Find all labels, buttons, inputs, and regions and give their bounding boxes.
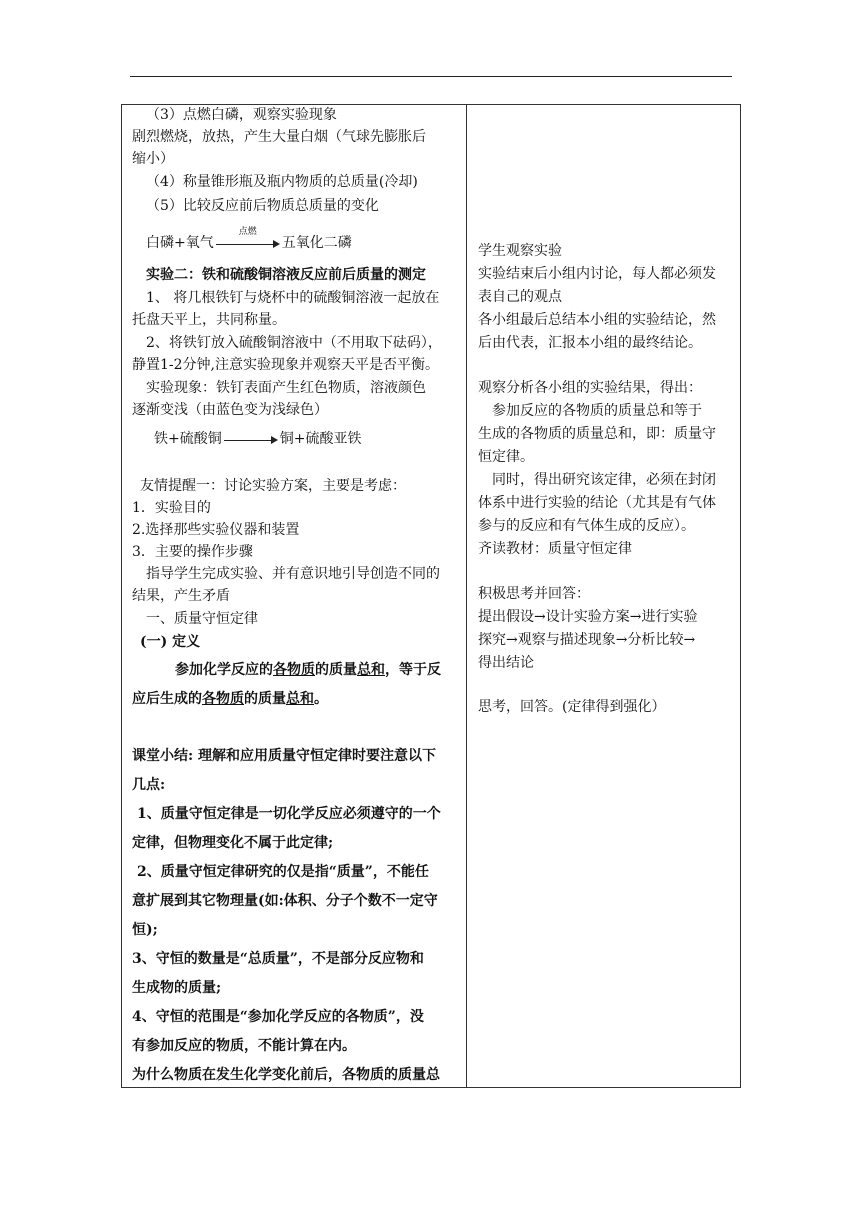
tip-item-3: 3．主要的操作步骤 [132, 544, 253, 560]
exp2-phenomenon-line2: 逐渐变浅（由蓝色变为浅绿色） [132, 402, 328, 418]
definition-emphasis: 各物质 [202, 691, 244, 707]
reaction-arrow-icon [216, 227, 280, 251]
definition-text: 应后生成的 [132, 691, 202, 707]
definition-line-1 [175, 660, 441, 680]
definition-heading: (一) 定义 [140, 634, 201, 650]
tip-item-2: 2.选择那些实验仪器和装置 [132, 522, 300, 538]
reaction-arrow-icon [224, 431, 278, 447]
think-answer-heading: 积极思考并回答： [478, 586, 590, 602]
process-line-2: 探究→观察与描述现象→分析比较→ [478, 632, 696, 648]
analysis-heading: 观察分析各小组的实验结果，得出： [478, 380, 702, 396]
definition-text: 的质量 [315, 662, 357, 678]
activity-discuss-line-2: 表自己的观点 [478, 289, 562, 305]
conclusion-line-3: 恒定律。 [478, 449, 534, 465]
closed-system-line-1: 同时，得出研究该定律，必须在封闭 [492, 472, 716, 488]
equation-phosphorus [146, 227, 352, 253]
step-3-text: （3）点燃白磷，观察实验现象 [146, 107, 337, 123]
point-3-line-1: 3、守恒的数量是“总质量”，不是部分反应物和 [132, 951, 424, 967]
definition-text: 参加化学反应的 [175, 662, 273, 678]
guide-line-2: 结果，产生矛盾 [132, 588, 230, 604]
exp2-step2-line1: 2、将铁钉放入硫酸铜溶液中（不用取下砝码）， [146, 335, 442, 351]
definition-emphasis: 总和 [357, 662, 385, 678]
point-4-line-2: 有参加反应的物质，不能计算在内。 [132, 1038, 356, 1054]
conclusion-line-2: 生成的各物质的质量总和，即：质量守 [478, 426, 716, 442]
reinforce-note: 思考，回答。(定律得到强化） [478, 699, 666, 715]
activity-summarize-line-1: 各小组最后总结本小组的实验结论，然 [478, 312, 716, 328]
conclusion-line-1: 参加反应的各物质的质量总和等于 [492, 403, 702, 419]
activity-discuss-line-1: 实验结束后小组内讨论，每人都必须发 [478, 266, 716, 282]
activity-observe: 学生观察实验 [478, 243, 562, 259]
definition-line-2 [132, 689, 328, 709]
activity-summarize-line-2: 后由代表，汇报本小组的最终结论。 [478, 335, 702, 351]
equation-iron [154, 429, 361, 449]
step-4-text: （4）称量锥形瓶及瓶内物质的总质量(冷却) [146, 174, 418, 190]
definition-emphasis: 总和 [286, 691, 314, 707]
closed-system-line-2: 体系中进行实验的结论（尤其是有气体 [478, 495, 716, 511]
process-line-3: 得出结论 [478, 655, 534, 671]
closed-system-line-3: 参与的反应和有气体生成的反应）。 [478, 518, 695, 534]
equation-reactants: 铁+硫酸铜 [154, 431, 222, 447]
question-line: 为什么物质在发生化学变化前后，各物质的质量总 [132, 1067, 440, 1083]
point-4-line-1: 4、守恒的范围是“参加化学反应的各物质”，没 [132, 1009, 424, 1025]
column-divider [466, 104, 467, 1088]
equation-products: 铜+硫酸亚铁 [279, 431, 362, 447]
exp2-step2-line2: 静置1-2分钟,注意实验现象并观察天平是否平衡。 [132, 357, 439, 373]
definition-text: 。 [314, 691, 328, 707]
phenomenon-line-2: 缩小） [132, 151, 174, 167]
header-rule [130, 76, 732, 77]
process-line-1: 提出假设→设计实验方案→进行实验 [478, 609, 698, 625]
tip-heading: 友情提醒一：讨论实验方案，主要是考虑： [140, 478, 406, 494]
summary-line-1: 课堂小结: 理解和应用质量守恒定律时要注意以下 [132, 748, 437, 764]
point-1-line-2: 定律，但物理变化不属于此定律; [132, 835, 334, 851]
exp2-step1-line1: 1、 将几根铁钉与烧杯中的硫酸铜溶液一起放在 [146, 290, 440, 306]
step-5-text: （5）比较反应前后物质总质量的变化 [146, 198, 379, 214]
experiment-2-title: 实验二：铁和硫酸铜溶液反应前后质量的测定 [146, 267, 426, 283]
reaction-condition: 点燃 [238, 227, 257, 237]
phenomenon-line-1: 剧烈燃烧，放热，产生大量白烟（气球先膨胀后 [132, 129, 426, 145]
definition-text: ，等于反 [385, 662, 441, 678]
point-2-line-3: 恒); [132, 922, 158, 938]
equation-reactants: 白磷+氧气 [146, 235, 214, 251]
point-2-line-2: 意扩展到其它物理量(如:体积、分子个数不一定守 [132, 893, 438, 909]
guide-line-1: 指导学生完成实验、并有意识地引导创造不同的 [146, 566, 440, 582]
definition-text: 的质量 [244, 691, 286, 707]
point-2-line-1: 2、质量守恒定律研究的仅是指“质量”，不能任 [137, 864, 429, 880]
equation-products: 五氧化二磷 [281, 235, 352, 251]
definition-emphasis: 各物质 [273, 662, 315, 678]
exp2-phenomenon-line1: 实验现象：铁钉表面产生红色物质，溶液颜色 [146, 380, 426, 396]
point-1-line-1: 1、质量守恒定律是一切化学反应必须遵守的一个 [137, 806, 441, 822]
section-heading: 一、质量守恒定律 [146, 611, 258, 627]
tip-item-1: 1．实验目的 [132, 500, 211, 516]
read-textbook: 齐读教材：质量守恒定律 [478, 541, 632, 557]
point-3-line-2: 生成物的质量; [132, 980, 222, 996]
exp2-step1-line2: 托盘天平上，共同称量。 [132, 312, 286, 328]
summary-line-2: 几点: [132, 777, 166, 793]
